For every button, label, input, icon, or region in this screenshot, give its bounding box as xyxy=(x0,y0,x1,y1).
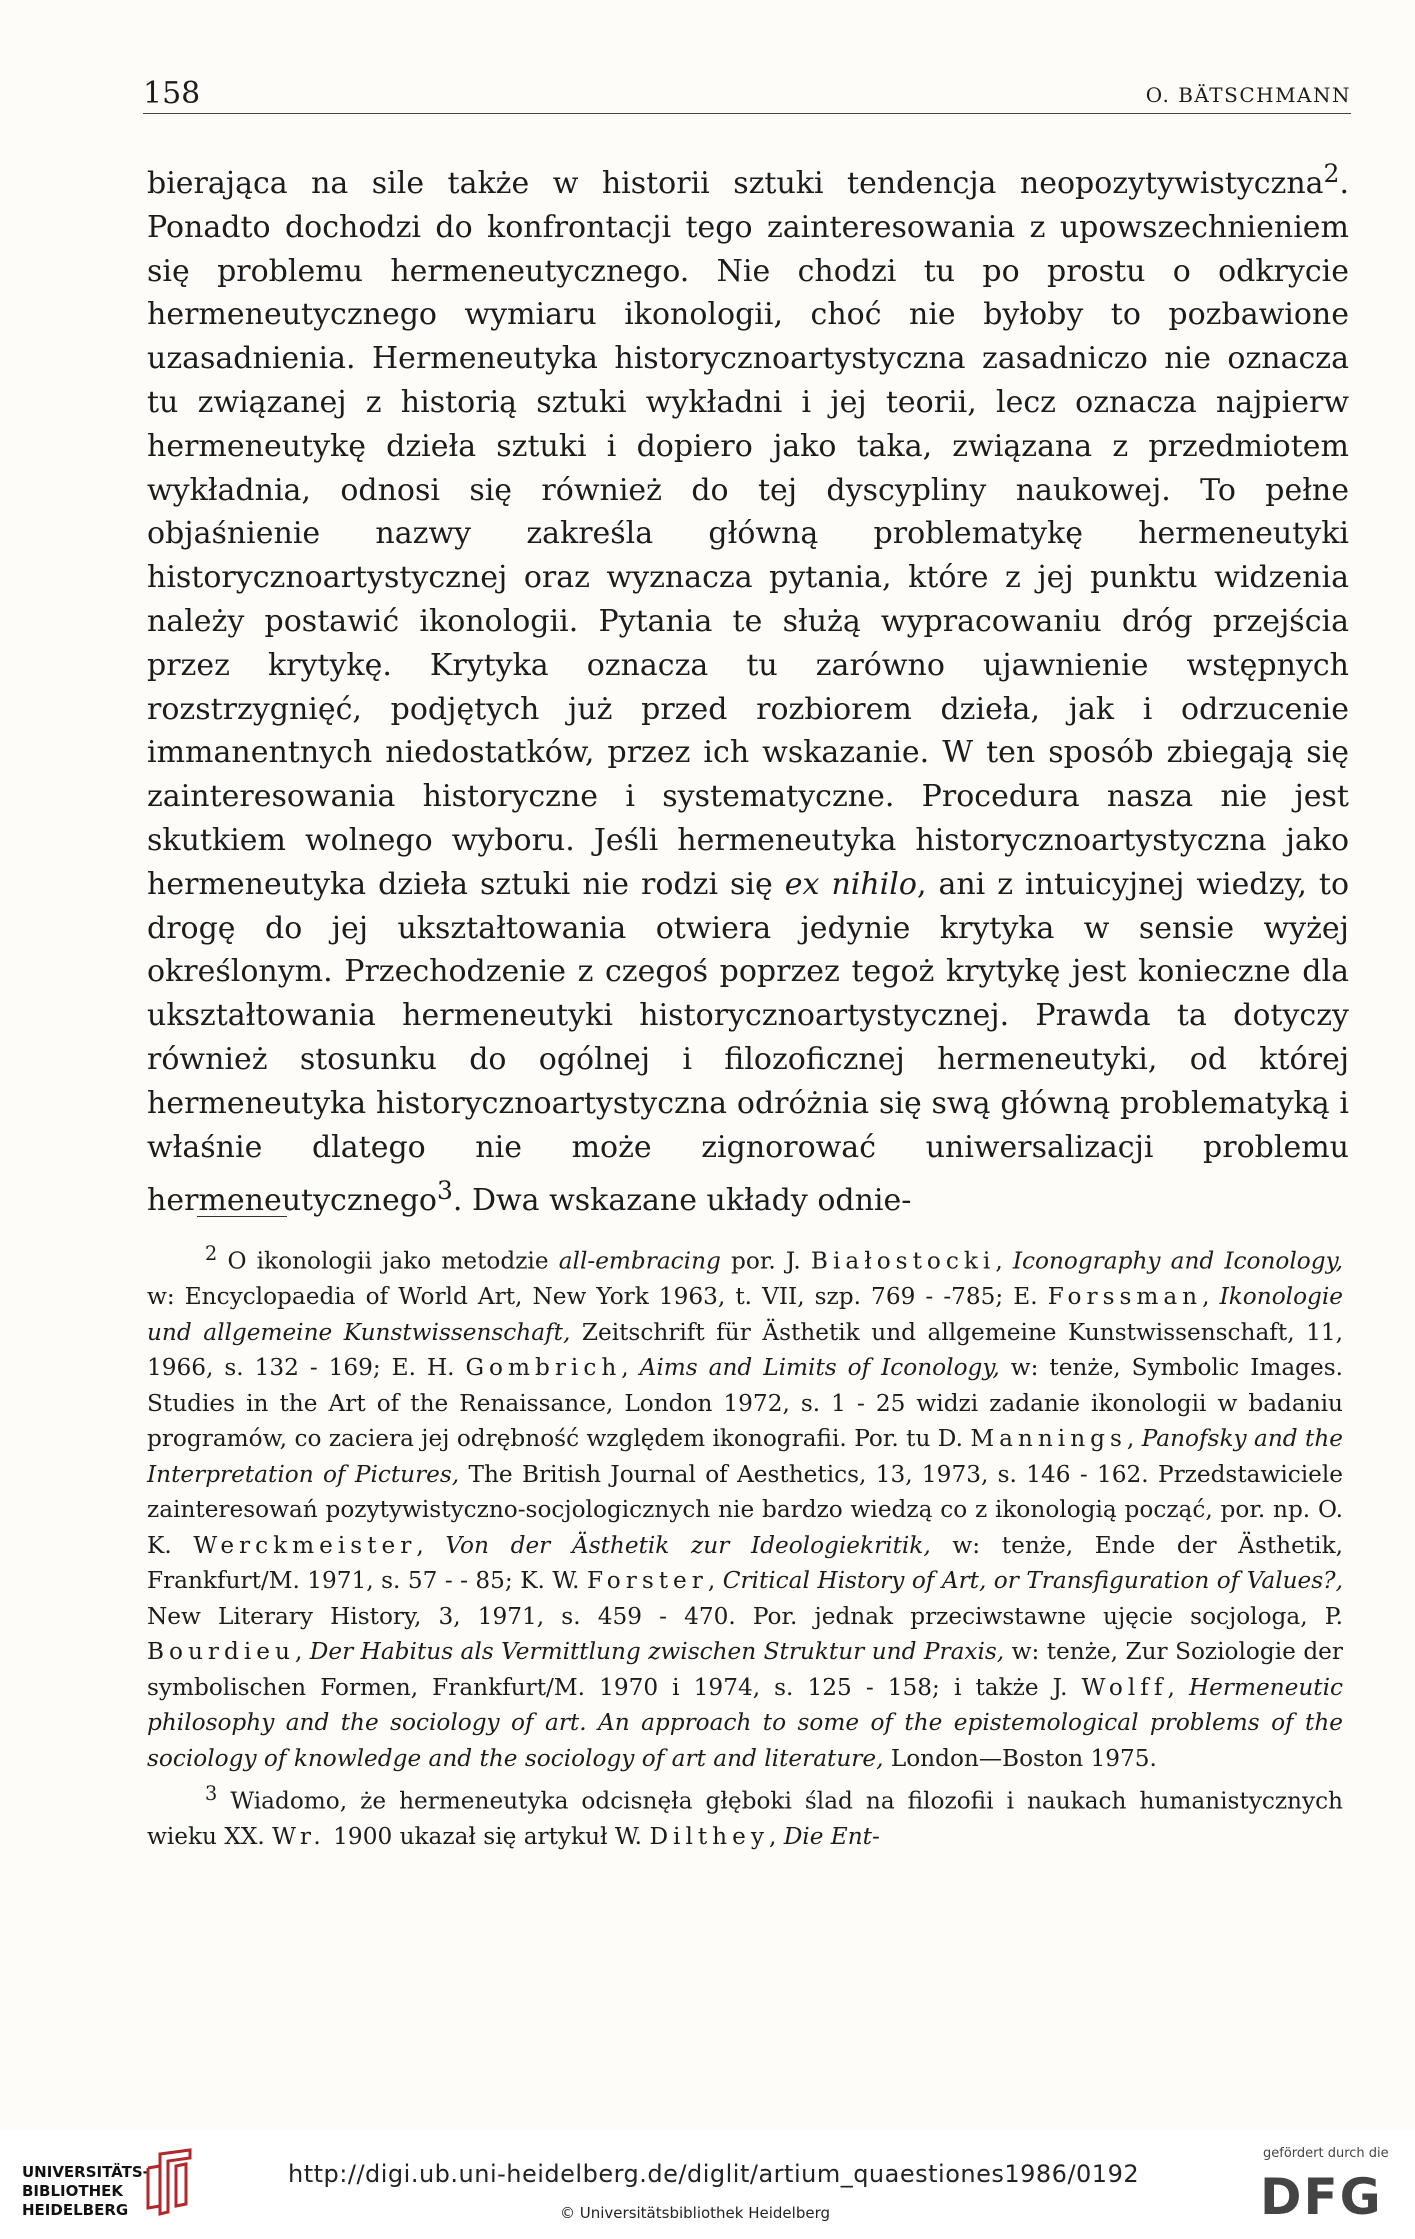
footnote-separator xyxy=(197,1216,287,1217)
fn-text: , xyxy=(416,1531,446,1559)
body-text-segment: bierająca na sile także w historii sztuki tendencja neopozytywistyczna xyxy=(147,166,1324,201)
footnotes xyxy=(147,1236,1343,1855)
permalink-url[interactable]: http://digi.ub.uni-heidelberg.de/diglit/artium_quaestiones1986/0192 xyxy=(288,2160,1140,2188)
fn-text: , xyxy=(294,1638,310,1666)
fn-text: w: tenże, Symbolic Images. Studies in the Art of the Renaissance, London 1972, s. 1 - 25 widzi zadanie ikonologii w badaniu programów, co zaciera jej odrębność względem ikonografii. Por. tu D. xyxy=(147,1354,1344,1453)
fn-text: , xyxy=(1202,1283,1220,1311)
header-rule xyxy=(143,113,1351,114)
fn-text: w: tenże, Zur Soziologie der symbolischen Formen, Frankfurt/M. 1970 i 1974, s. 125 - 158; i także J. xyxy=(147,1638,1343,1701)
fn-author: Mannings xyxy=(970,1425,1127,1453)
copyright-text: © Universitätsbibliothek Heidelberg xyxy=(560,2204,831,2222)
fn-text: , xyxy=(1126,1425,1142,1453)
fn-title: Critical History of Art, or Transfiguration of Values?, xyxy=(722,1567,1343,1595)
fn-title: Ikonologie und allgemeine Kunstwissenschaft, xyxy=(147,1283,1344,1346)
fn-text: , xyxy=(768,1823,784,1851)
fn-author: Werckmeister xyxy=(193,1531,417,1559)
library-logo-icon xyxy=(142,2148,198,2216)
body-paragraph xyxy=(147,152,1349,1223)
fn-text: London—Boston 1975. xyxy=(883,1744,1157,1772)
body-text-segment: , ani z intuicyjnej wiedzy, to drogę do jej ukształtowania otwiera jedynie krytyka w sensie wyżej określonym. Przechodzenie z czegoś poprzez tegoż krytykę jest konieczne dla ukształtowania hermeneutyki historycznoartystycznej. Prawda ta dotyczy również stosunku do ogólnej i filozoficznej hermeneutyki, od której hermeneutyka historycznoartystyczna odróżnia się swą główną problematyką i właśnie dlatego nie może zignorować uniwersalizacji problemu hermeneutycznego xyxy=(147,866,1350,1219)
fn-text: New Literary History, 3, 1971, s. 459 - 470. Por. jednak przeciwstawne ujęcie socjologa, P. xyxy=(147,1602,1343,1630)
fn-text: w: tenże, Ende der Ästhetik, Frankfurt/M. 1971, s. 57 - - 85; K. W. xyxy=(147,1531,1343,1595)
fn-author: Wolff xyxy=(1081,1673,1168,1701)
fn-author: Gombrich xyxy=(465,1354,622,1382)
body-text-segment: . Ponadto dochodzi do konfrontacji tego zainteresowania z upowszechnieniem się problemu hermeneutycznego. Nie chodzi tu po prostu o odkrycie hermeneutycznego wymiaru ikonologii, choć nie byłoby to pozbawione uzasadnienia. Hermeneutyka historycznoartystyczna zasadniczo nie oznacza tu związanej z historią sztuki wykładni i jej teorii, lecz oznacza najpierw hermeneutykę dzieła sztuki i dopiero jako taka, związana z przedmiotem wykładnia, odnosi się również do tej dyscypliny naukowej. To pełne objaśnienie nazwy zakreśla główną problematykę hermeneutyki historycznoartystycznej oraz wyznacza pytania, które z jej punktu widzenia należy postawić ikonologii. Pytania te służą wypracowaniu dróg przejścia przez krytykę. Krytyka oznacza tu zarówno ujawnienie wstępnych rozstrzygnięć, podjętych już przed rozbiorem dzieła, jak i odrzucenie immanentnych niedostatków, przez ich wskazanie. W ten sposób zbiegają się zainteresowania historyczne i systematyczne. Procedura nasza nie jest skutkiem wolnego wyboru. Jeśli hermeneutyka historycznoartystyczna jako hermeneutyka dzieła sztuki nie rodzi się xyxy=(147,166,1349,902)
fn-text: , xyxy=(1167,1673,1189,1701)
fn-title: Der Habitus als Vermittlung zwischen Struktur und Praxis, xyxy=(309,1638,1005,1666)
fn-text: The British Journal of Aesthetics, 13, 1973, s. 146 - 162. Przedstawiciele zainteresowań pozytywistyczno-socjologicznych nie bardzo wiedzą co z ikonologią począć, por. np. O. K. xyxy=(147,1460,1343,1559)
fn-title: Aims and Limits of Iconology, xyxy=(639,1354,1000,1382)
fn-text: w: Encyclopaedia of World Art, New York 1963, t. VII, szp. 769 - -785; E. xyxy=(147,1283,1048,1311)
library-footer xyxy=(0,2130,1415,2239)
fn-author: Forssman xyxy=(1047,1283,1203,1311)
library-name: UNIVERSITÄTS- BIBLIOTHEK HEIDELBERG xyxy=(22,2163,149,2219)
footnote-mark: 3 xyxy=(205,1782,218,1806)
latin-phrase: ex nihilo xyxy=(784,866,917,902)
fn-text: O ikonologii jako metodzie xyxy=(217,1247,559,1275)
funding-note: gefördert durch die xyxy=(1263,2146,1389,2161)
fn-text: 1900 ukazał się artykuł W. xyxy=(325,1823,650,1851)
fn-text: Wiadomo, że hermeneutyka odcisnęła głęboki ślad na filozofii i naukach humanistycznych wieku XX. xyxy=(147,1787,1343,1851)
fn-title: Panofsky and the Interpretation of Pictures, xyxy=(147,1425,1343,1488)
fn-title: Hermeneutic philosophy and the sociology of art. An approach to some of the epistemological problems of the sociology of knowledge and the sociology of art and literature, xyxy=(147,1673,1343,1772)
fn-text: , xyxy=(707,1567,723,1595)
footnote-3 xyxy=(147,1776,1343,1855)
fn-text: por. J. xyxy=(720,1247,811,1275)
page-header xyxy=(143,68,1351,111)
fn-spaced: Wr. xyxy=(272,1823,326,1851)
fn-italic: all-embracing xyxy=(558,1247,721,1275)
fn-text: , xyxy=(995,1247,1013,1275)
fn-title: Die Ent- xyxy=(783,1823,880,1851)
fn-text: Zeitschrift für Ästhetik und allgemeine Kunstwissenschaft, 11, 1966, s. 132 - 169; E. H. xyxy=(147,1318,1343,1382)
fn-text: , xyxy=(621,1354,640,1382)
footnote-2 xyxy=(147,1236,1343,1776)
fn-title: Iconography and Iconology, xyxy=(1012,1247,1344,1275)
footnote-ref-2: 2 xyxy=(1323,159,1340,188)
running-head: O. BÄTSCHMANN xyxy=(1145,83,1351,107)
body-text-segment: . Dwa wskazane układy odnie- xyxy=(452,1183,912,1219)
footnote-ref-3: 3 xyxy=(436,1176,453,1206)
fn-title: Von der Ästhetik zur Ideologiekritik, xyxy=(445,1531,931,1559)
dfg-logo: DFG xyxy=(1260,2168,1383,2226)
fn-author: Bourdieu xyxy=(147,1638,295,1666)
page-number: 158 xyxy=(143,76,201,111)
fn-author: Dilthey xyxy=(649,1823,769,1851)
main-text xyxy=(147,152,1349,1223)
footnote-mark: 2 xyxy=(205,1242,218,1265)
fn-author: Białostocki xyxy=(810,1247,996,1275)
fn-author: Forster xyxy=(586,1567,708,1595)
